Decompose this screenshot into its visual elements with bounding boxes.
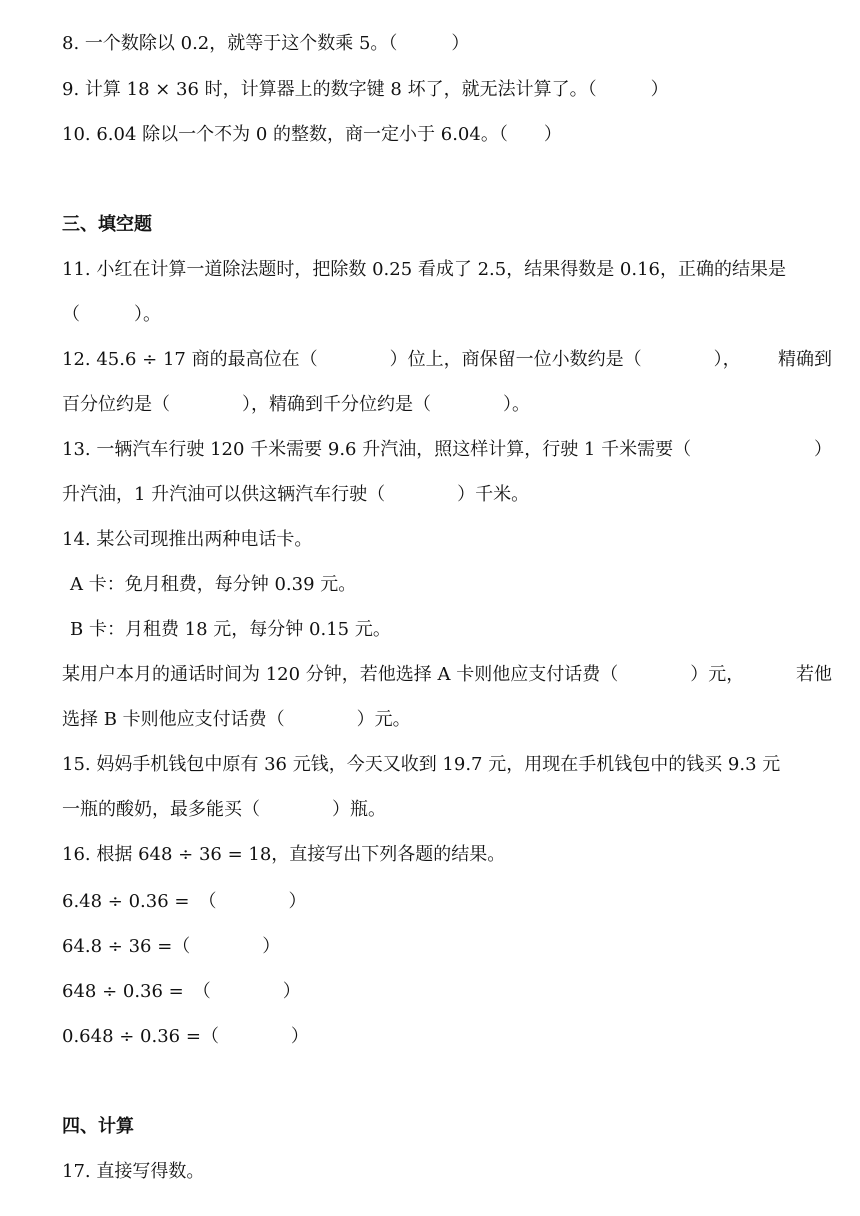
question-13-line-1-text: 13. 一辆汽车行驶 120 千米需要 9.6 升汽油，照这样计算，行驶 1 千米需要（ — [62, 439, 692, 460]
question-14-line-4-text: 某用户本月的通话时间为 120 分钟，若他选择 A 卡则他应支付话费（ ）元， — [62, 664, 745, 685]
question-10: 10. 6.04 除以一个不为 0 的整数，商一定小于 6.04。（ ） — [62, 124, 562, 145]
question-16-equation-1: 6.48 ÷ 0.36 = （ ） — [62, 891, 307, 912]
question-14-line-1: 14. 某公司现推出两种电话卡。 — [62, 529, 313, 550]
question-16-equation-4: 0.648 ÷ 0.36 =（ ） — [62, 1026, 309, 1047]
question-14-card-a: A 卡：免月租费，每分钟 0.39 元。 — [70, 574, 357, 595]
question-11-line-1: 11. 小红在计算一道除法题时，把除数 0.25 看成了 2.5，结果得数是 0.16，正确的结果是 — [62, 259, 787, 280]
question-14-line-4 — [62, 663, 832, 687]
question-16-line-1: 16. 根据 648 ÷ 36 = 18，直接写出下列各题的结果。 — [62, 844, 506, 865]
question-17: 17. 直接写得数。 — [62, 1161, 205, 1182]
section-heading-calculation: 四、计算 — [62, 1116, 134, 1137]
question-9: 9. 计算 18 × 36 时，计算器上的数字键 8 坏了，就无法计算了。（ ） — [62, 79, 669, 100]
question-12-line-1 — [62, 348, 832, 372]
question-13-line-1 — [62, 438, 832, 462]
question-15-line-2: 一瓶的酸奶，最多能买（ ）瓶。 — [62, 799, 386, 820]
question-13-line-2: 升汽油，1 升汽油可以供这辆汽车行驶（ ）千米。 — [62, 484, 530, 505]
question-12-line-1-end: 精确到 — [778, 349, 832, 370]
section-heading-fill-blanks: 三、填空题 — [62, 214, 152, 235]
question-16-equation-3: 648 ÷ 0.36 = （ ） — [62, 981, 301, 1002]
question-14-card-b: B 卡：月租费 18 元，每分钟 0.15 元。 — [70, 619, 391, 640]
question-14-line-5: 选择 B 卡则他应支付话费（ ）元。 — [62, 709, 411, 730]
question-16-equation-2: 64.8 ÷ 36 =（ ） — [62, 936, 281, 957]
question-12-line-1-text: 12. 45.6 ÷ 17 商的最高位在（ ）位上，商保留一位小数约是（ ）， — [62, 349, 741, 370]
question-15-line-1: 15. 妈妈手机钱包中原有 36 元钱，今天又收到 19.7 元，用现在手机钱包中的钱买 9.3 元 — [62, 754, 781, 775]
question-12-line-2: 百分位约是（ ），精确到千分位约是（ ）。 — [62, 394, 530, 415]
question-14-line-4-end: 若他 — [796, 664, 832, 685]
question-11-line-2: （ ）。 — [62, 304, 161, 325]
question-8: 8. 一个数除以 0.2，就等于这个数乘 5。（ ） — [62, 33, 470, 54]
question-13-line-1-end: ） — [814, 439, 832, 460]
